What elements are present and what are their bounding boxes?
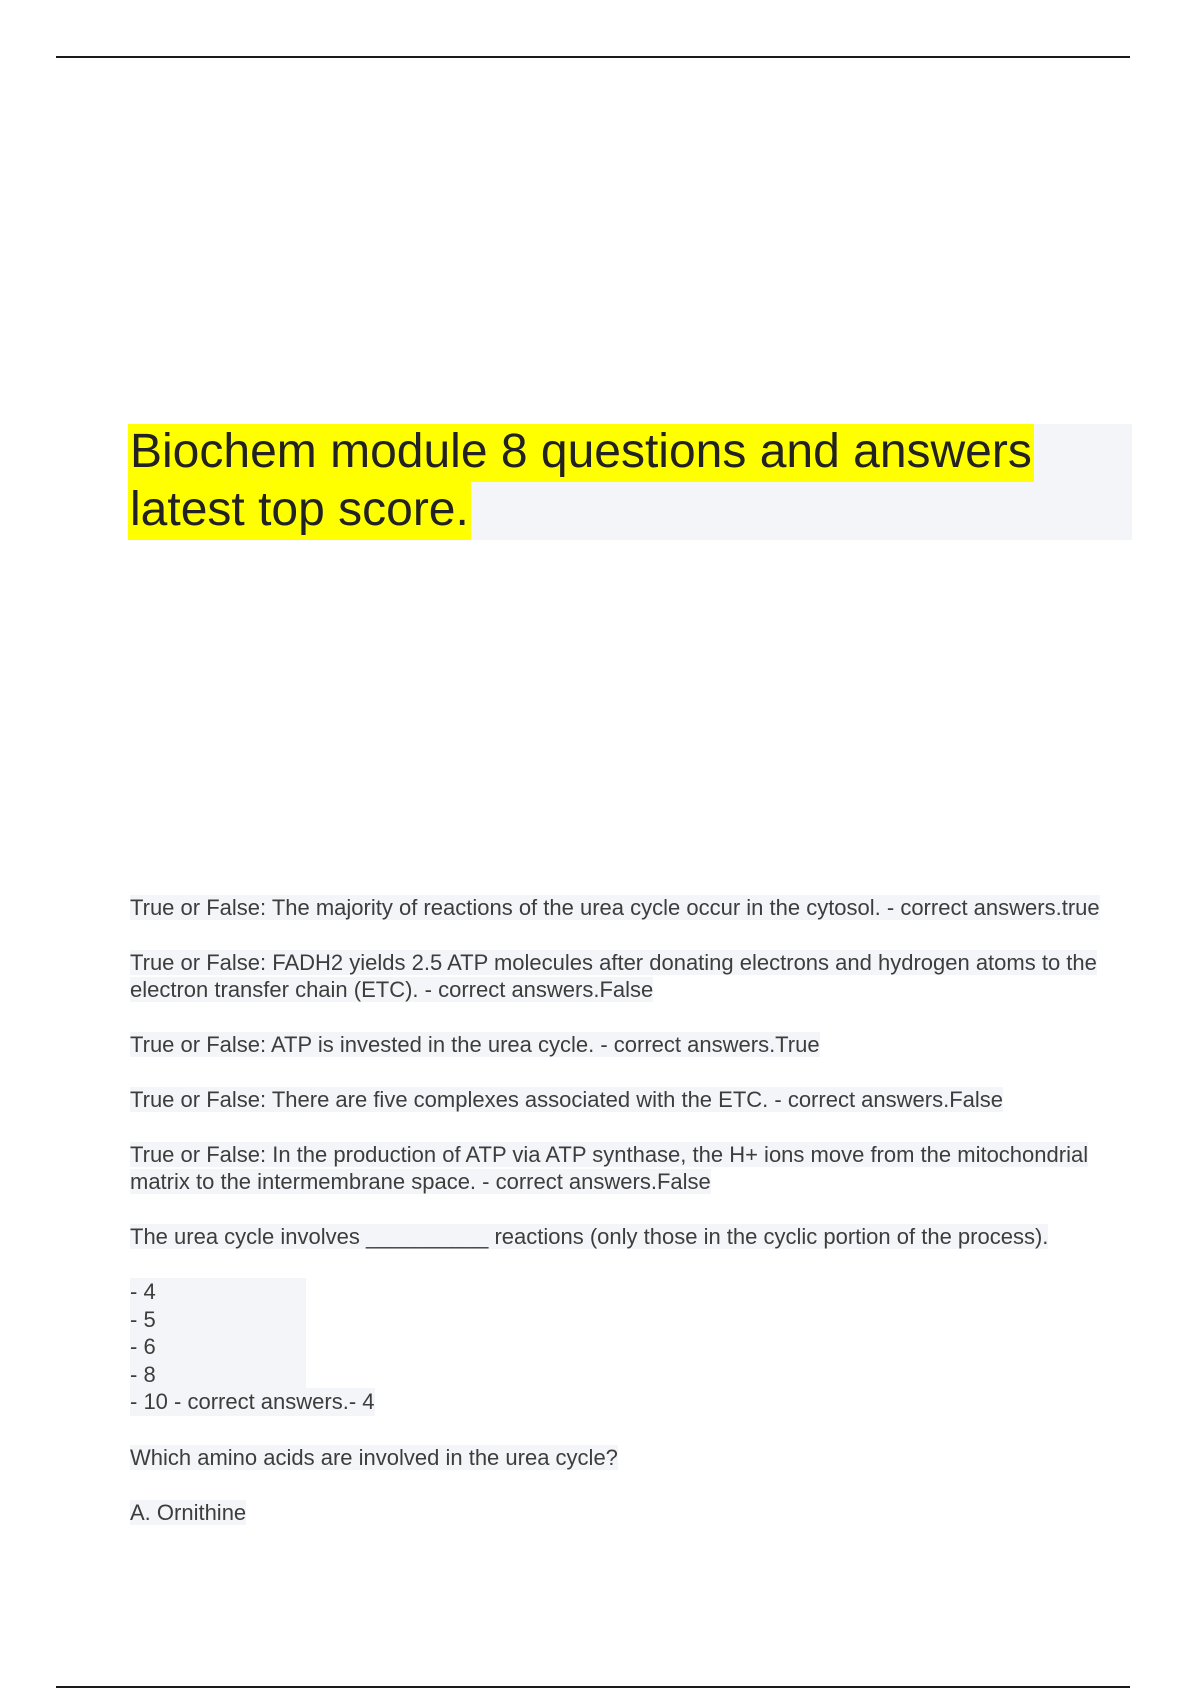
document-title	[128, 424, 1132, 540]
question-5: True or False: In the production of ATP via ATP synthase, the H+ ions move from the mitochondrial matrix to the intermembrane space. - correct answers.False	[130, 1142, 1089, 1194]
question-7: Which amino acids are involved in the urea cycle?	[130, 1444, 618, 1470]
header-rule	[56, 56, 1130, 58]
title-line-1: Biochem module 8 questions and answers	[128, 424, 1132, 482]
option-item: - 10 - correct answers.- 4	[130, 1389, 375, 1414]
questions-body	[130, 894, 1140, 1554]
title-line-2: latest top score.	[128, 482, 1132, 540]
question-1: True or False: The majority of reactions of the urea cycle occur in the cytosol. - correct answers.true	[130, 895, 1100, 920]
question-2: True or False: FADH2 yields 2.5 ATP molecules after donating electrons and hydrogen atoms to the electron transfer chain (ETC). - correct answers.False	[130, 950, 1097, 1002]
question-6: The urea cycle involves __________ reactions (only those in the cyclic portion of the process).	[130, 1224, 1049, 1249]
option-item: - 6	[130, 1333, 1140, 1361]
question-7-option-a: A. Ornithine	[130, 1499, 247, 1525]
answer-options	[130, 1278, 1140, 1416]
footer-rule	[56, 1686, 1130, 1688]
question-4: True or False: There are five complexes associated with the ETC. - correct answers.False	[130, 1087, 1003, 1112]
question-3: True or False: ATP is invested in the urea cycle. - correct answers.True	[130, 1032, 820, 1057]
option-item: - 8	[130, 1361, 1140, 1389]
option-item: - 4	[130, 1278, 1140, 1306]
option-item: - 5	[130, 1306, 1140, 1334]
